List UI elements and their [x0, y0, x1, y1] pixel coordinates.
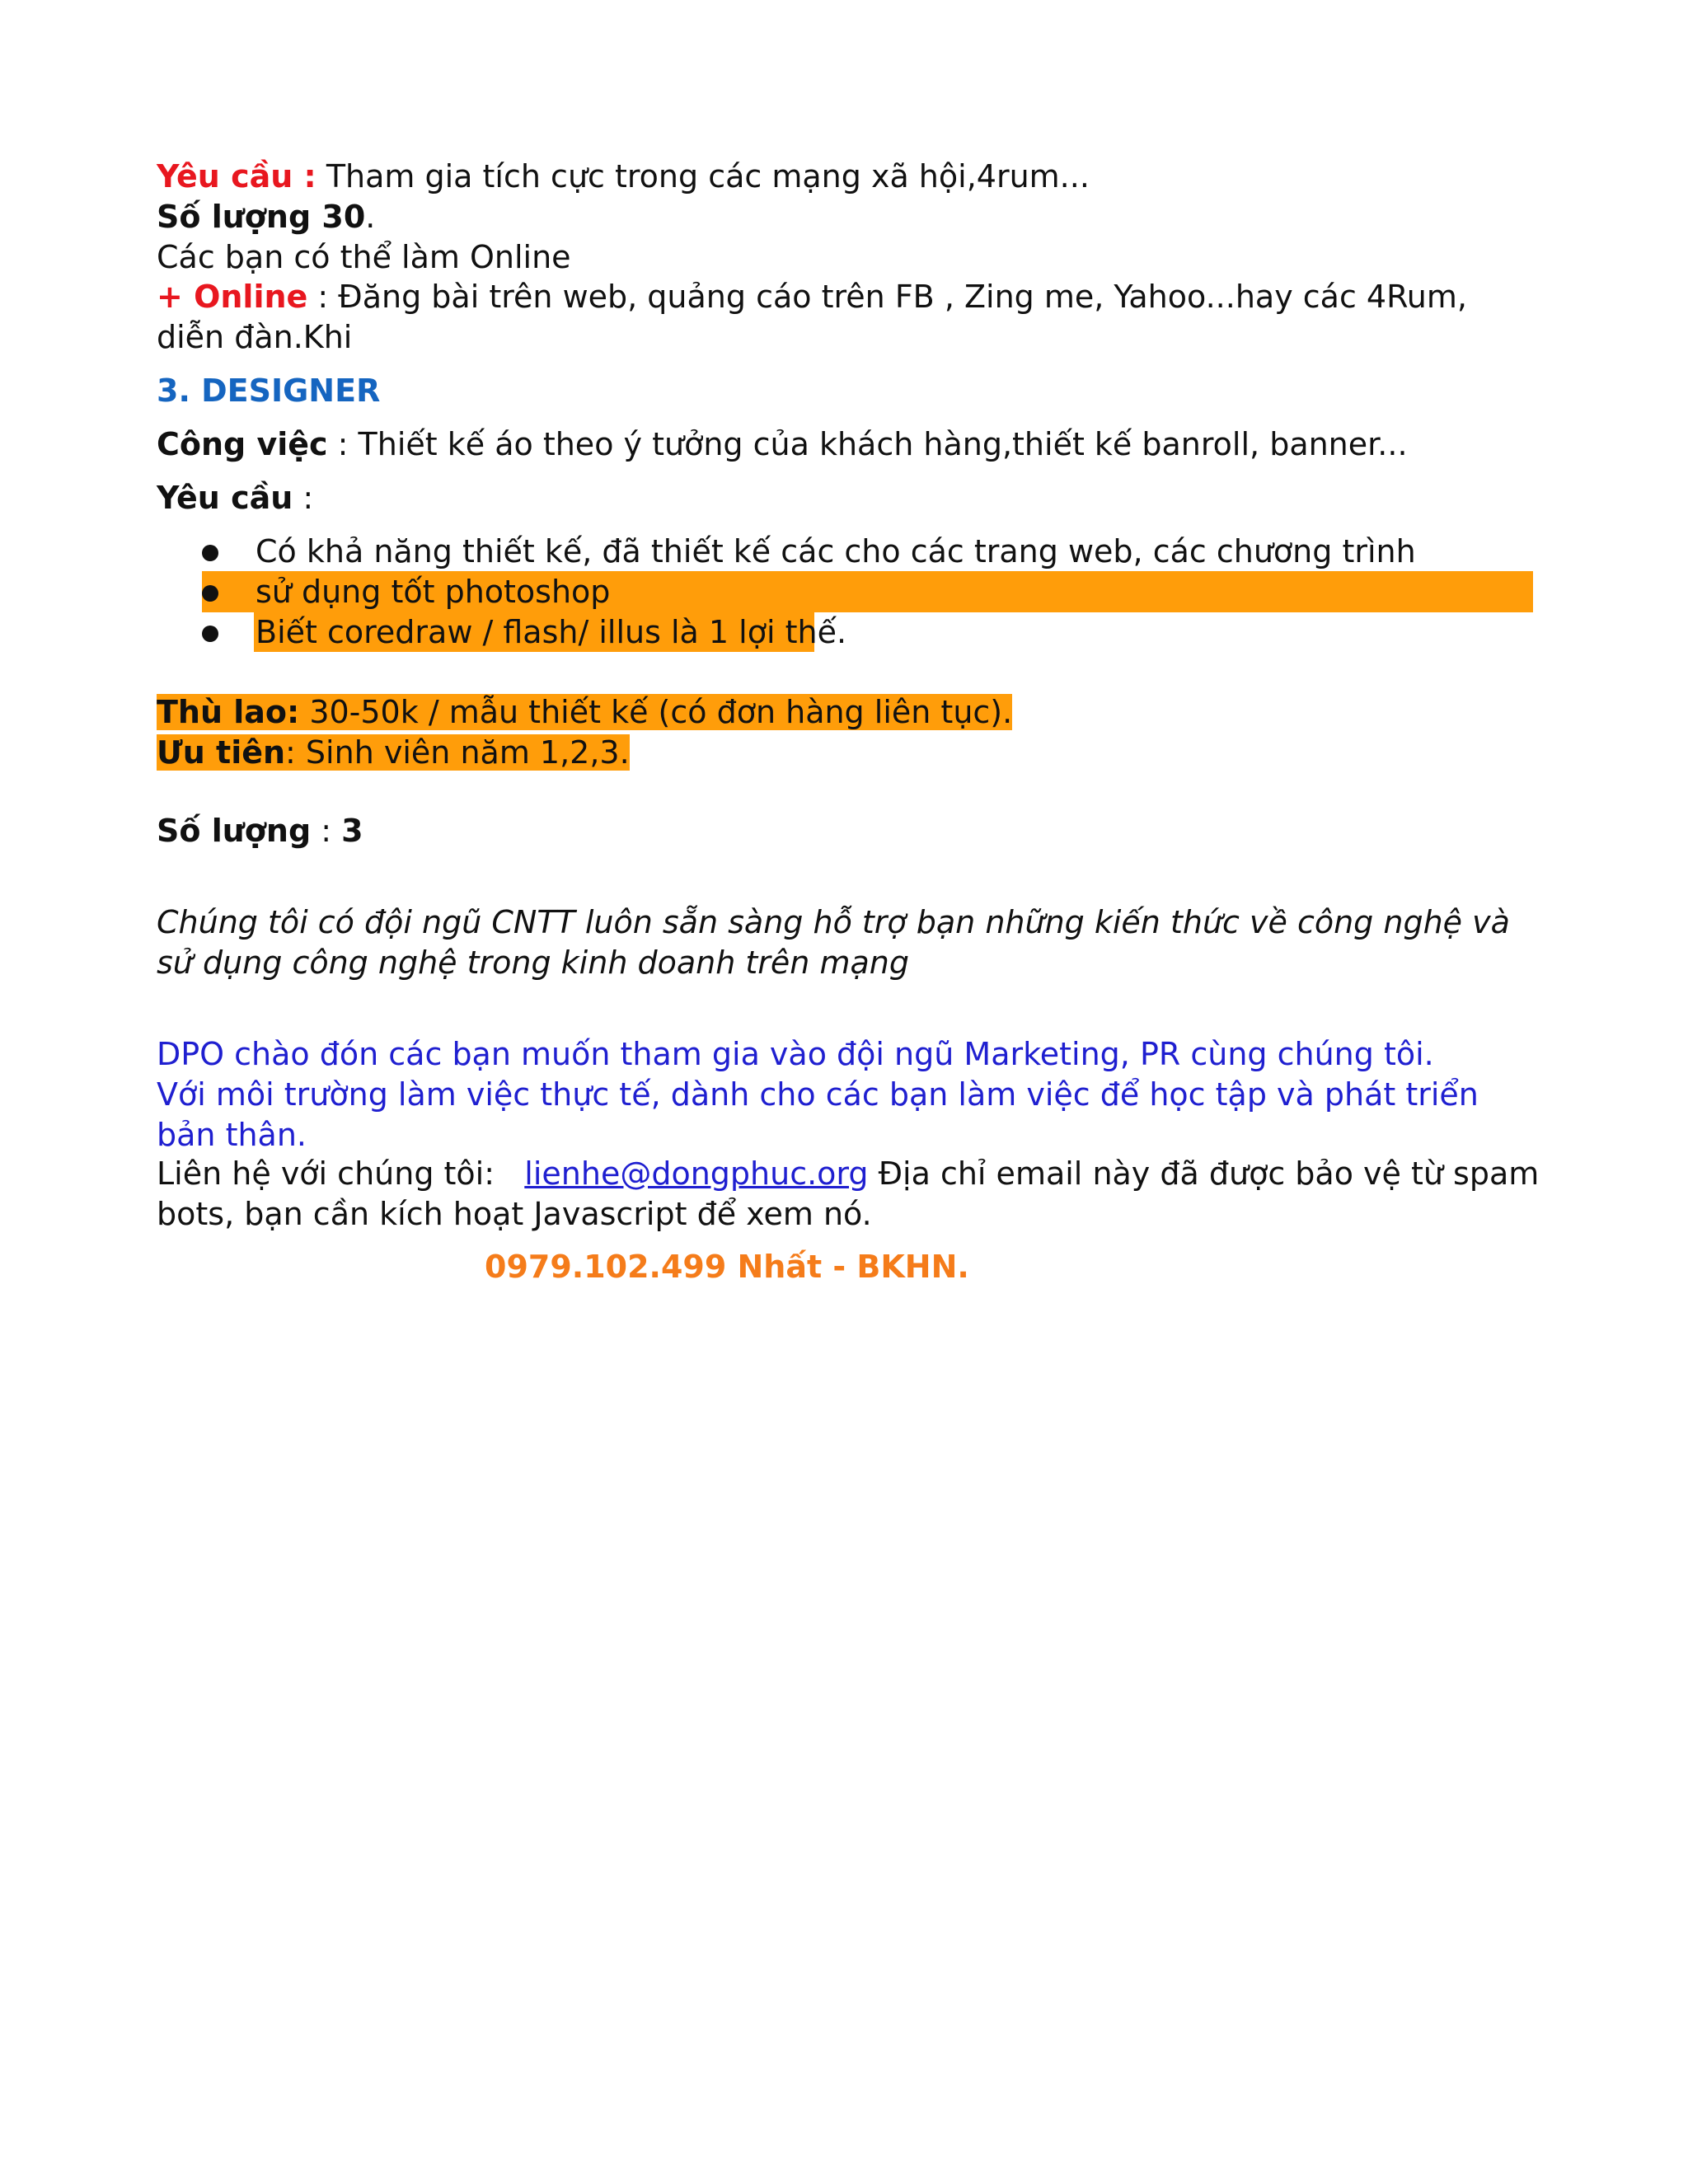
requirement-label: Yêu cầu : [157, 158, 316, 194]
designer-quantity-line [157, 811, 363, 851]
designer-quantity-label: Số lượng [157, 813, 312, 849]
online-quantity-line [157, 197, 375, 237]
designer-requirement-label: Yêu cầu [157, 480, 293, 516]
requirement-item: Biết coredraw / flash/ illus là 1 lợi thế. [256, 614, 847, 650]
bullet-icon [202, 626, 218, 642]
bullet-icon [202, 545, 218, 561]
quantity-tail: . [365, 199, 376, 235]
designer-heading: 3. DESIGNER [157, 373, 381, 409]
contact-paragraph [157, 1154, 1550, 1235]
designer-quantity-value: 3 [341, 813, 363, 849]
priority-text: : Sinh viên năm 1,2,3. [285, 734, 630, 771]
contact-label: Liên hệ với chúng tôi: [157, 1155, 495, 1192]
online-label: + Online [157, 279, 308, 315]
job-text: : Thiết kế áo theo ý tưởng của khách hàng,thiết kế banroll, banner... [327, 426, 1408, 462]
job-label: Công việc [157, 426, 328, 462]
online-requirement-line [157, 157, 1090, 197]
designer-quantity-colon: : [311, 813, 342, 849]
online-duties-paragraph [157, 277, 1541, 358]
pay-line [157, 692, 1012, 733]
support-note: Chúng tôi có đội ngũ CNTT luôn sẵn sàng hỗ trợ bạn những kiến thức về công nghệ và sử dụng công nghệ trong kinh doanh trên mạng [157, 904, 1510, 981]
designer-job-line [157, 424, 1408, 465]
quantity-label: Số lượng 30 [157, 199, 366, 235]
online-duties-text: : Đăng bài trên web, quảng cáo trên FB , Zing me, Yahoo...hay các 4Rum, diễn đàn.Khi [157, 279, 1467, 355]
requirement-text: Tham gia tích cực trong các mạng xã hội,4rum... [316, 158, 1090, 194]
pay-label: Thù lao: [157, 694, 300, 730]
pay-text: 30-50k / mẫu thiết kế (có đơn hàng liên tục). [299, 694, 1013, 730]
priority-line [157, 733, 630, 773]
welcome-paragraph: DPO chào đón các bạn muốn tham gia vào đội ngũ Marketing, PR cùng chúng tôi. Với môi trường làm việc thực tế, dành cho các bạn làm việc để học tập và phát triển bản thân. [157, 1036, 1479, 1153]
requirement-item: Có khả năng thiết kế, đã thiết kế các cho các trang web, các chương trình [256, 533, 1416, 569]
email-link[interactable]: lienhe@dongphuc.org [524, 1155, 869, 1192]
requirement-item: sử dụng tốt photoshop [256, 574, 611, 610]
email-note: Địa chỉ email này đã được bảo vệ từ spam bots, bạn cần kích hoạt Javascript để xem nó. [157, 1155, 1540, 1232]
designer-requirement-heading [157, 478, 313, 518]
priority-label: Ưu tiên [157, 734, 286, 771]
designer-requirement-colon: : [293, 480, 314, 516]
phone-line: 0979.102.499 Nhất - BKHN. [485, 1249, 969, 1285]
online-note: Các bạn có thể làm Online [157, 239, 571, 275]
bullet-icon [202, 585, 218, 602]
